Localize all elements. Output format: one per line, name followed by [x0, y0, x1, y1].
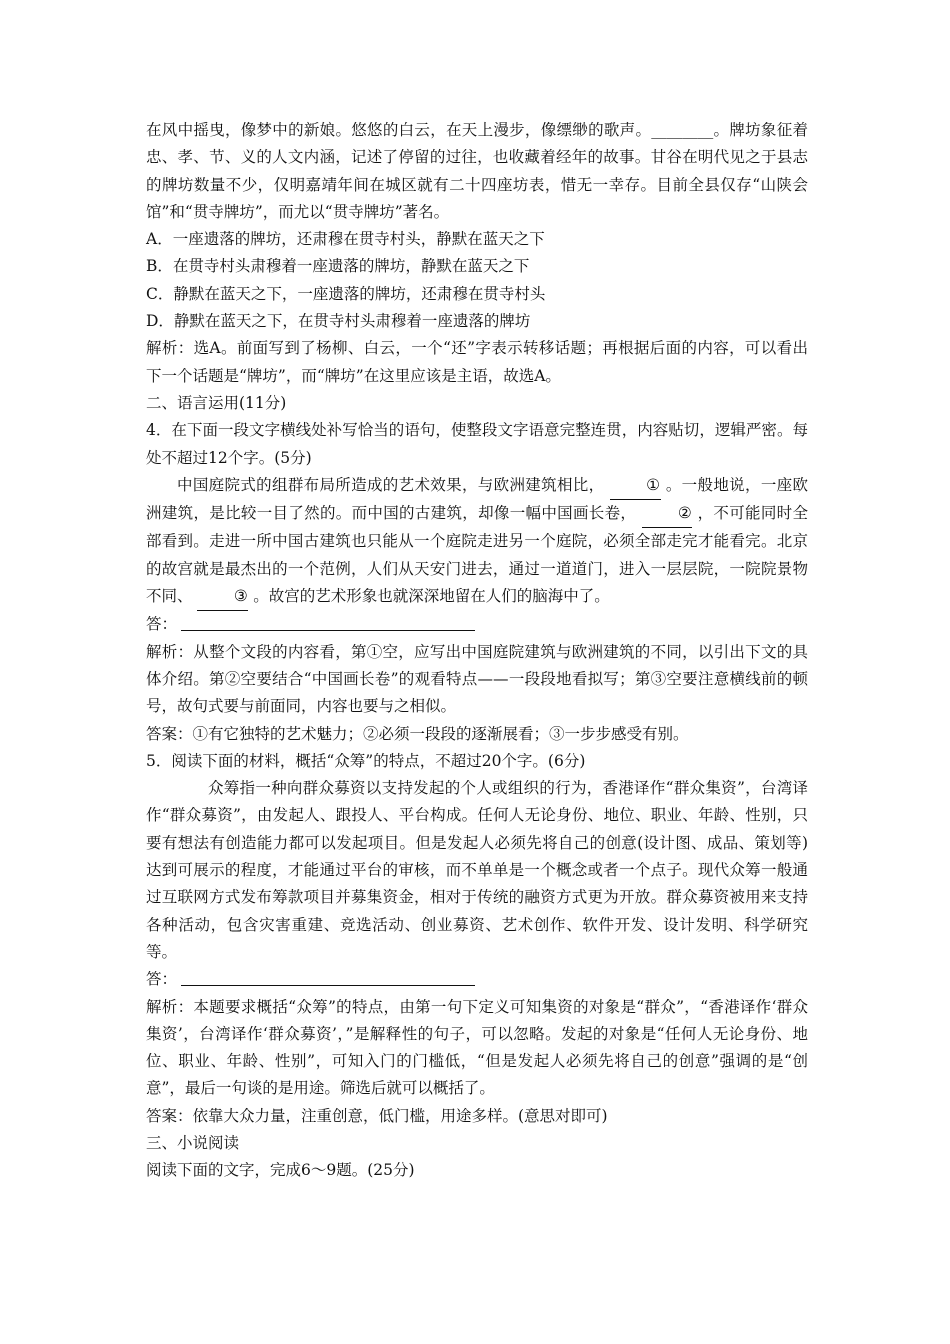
q3-passage: 在风中摇曳，像梦中的新娘。悠悠的白云，在天上漫步，像缥缈的歌声。________。牌坊象征着忠、孝、节、义的人文内涵，记述了停留的过往，也收藏着经年的故事。甘谷在明代见之于县志的牌坊数量不少，仅明嘉靖年间在城区就有二十四座坊表，惜无一幸存。目前全县仅存“山陕会馆”和“贯寺牌坊”，而尤以“贯寺牌坊”著名。 [146, 121, 808, 221]
section3-title: 三、小说阅读 [146, 1133, 240, 1152]
q5-answer-row: 答： [146, 966, 808, 993]
q5-answer-line[interactable] [181, 968, 475, 986]
q5-material: 众筹指一种向群众募资以支持发起的个人或组织的行为，香港译作“群众集资”，台湾译作“群众募资”，由发起人、跟投人、平台构成。任何人无论身份、地位、职业、年龄、性别，只要有想法有创造能力都可以发起项目。但是发起人必须先将自己的创意(设计图、成品、策划等)达到可展示的程度，才能通过平台的审核，而不单单是一个概念或者一个点子。现代众筹一般通过互联网方式发布筹款项目并募集资金，相对于传统的融资方式更为开放。群众募资被用来支持各种活动，包含灾害重建、竞选活动、创业募资、艺术创作、软件开发、设计发明、科学研究等。 [146, 779, 808, 961]
q4-blank-1[interactable]: ① [610, 472, 661, 500]
section2-title: 二、语言运用(11分) [146, 393, 287, 412]
q4-answer-row: 答： [146, 611, 808, 638]
document-page [146, 117, 808, 1185]
q3-blank[interactable]: ________ [651, 121, 714, 139]
q4-analysis: 解析：从整个文段的内容看，第①空，应写出中国庭院建筑与欧洲建筑的不同，以引出下文的具体介绍。第②空要结合“中国画长卷”的观看特点——一段段地看拟写；第③空要注意横线前的顿号，故句式要与前面同，内容也要与之相似。 [146, 642, 808, 716]
q4-answer-line[interactable] [181, 613, 475, 631]
q4-blank-2[interactable]: ② [642, 500, 693, 528]
section3-instruction: 阅读下面的文字，完成6～9题。(25分) [146, 1161, 415, 1180]
q5-stem: 5．阅读下面的材料，概括“众筹”的特点，不超过20个字。(6分) [146, 751, 586, 770]
q4-passage: 中国庭院式的组群布局所造成的艺术效果，与欧洲建筑相比， ① 。一般地说，一座欧洲建筑，是比较一目了然的。而中国的古建筑，却像一幅中国画长卷， ② ，不可能同时全部看到。走进一所中国古建筑也只能从一个庭院走进另一个庭院，必须全部走完才能看完。北京的故宫就是最杰出的一个范例，人们从天安门进去，通过一道道门，进入一层层院，一院院景物不同、 ③ 。故宫的艺术形象也就深深地留在人们的脑海中了。 [146, 472, 808, 611]
q3-option-d: D．静默在蓝天之下，在贯寺村头肃穆着一座遗落的牌坊 [146, 312, 531, 331]
q5-analysis: 解析：本题要求概括“众筹”的特点，由第一句下定义可知集资的对象是“群众”，“香港译作‘群众集资’，台湾译作‘群众募资’，”是解释性的句子，可以忽略。发起的对象是“任何人无论身份、地位、职业、年龄、性别”，可知入门的门槛低，“但是发起人必须先将自己的创意”强调的是“创意”，最后一句谈的是用途。筛选后就可以概括了。 [146, 997, 808, 1098]
q4-stem: 4．在下面一段文字横线处补写恰当的语句，使整段文字语意完整连贯，内容贴切，逻辑严密。每处不超过12个字。(5分) [146, 421, 808, 467]
q3-option-c: C．静默在蓝天之下，一座遗落的牌坊，还肃穆在贯寺村头 [146, 284, 546, 303]
q4-blank-3[interactable]: ③ [197, 583, 248, 611]
q3-option-b: B．在贯寺村头肃穆着一座遗落的牌坊，静默在蓝天之下 [146, 257, 530, 276]
q3-option-a: A．一座遗落的牌坊，还肃穆在贯寺村头，静默在蓝天之下 [146, 230, 545, 249]
q3-analysis: 解析：选A。前面写到了杨柳、白云，一个“还”字表示转移话题；再根据后面的内容，可以看出下一个话题是“牌坊”，而“牌坊”在这里应该是主语，故选A。 [146, 339, 808, 385]
q4-answer: 答案：①有它独特的艺术魅力；②必须一段段的逐渐展看；③一步步感受有别。 [146, 724, 689, 743]
q5-answer: 答案：依靠大众力量，注重创意，低门槛，用途多样。(意思对即可) [146, 1106, 608, 1125]
